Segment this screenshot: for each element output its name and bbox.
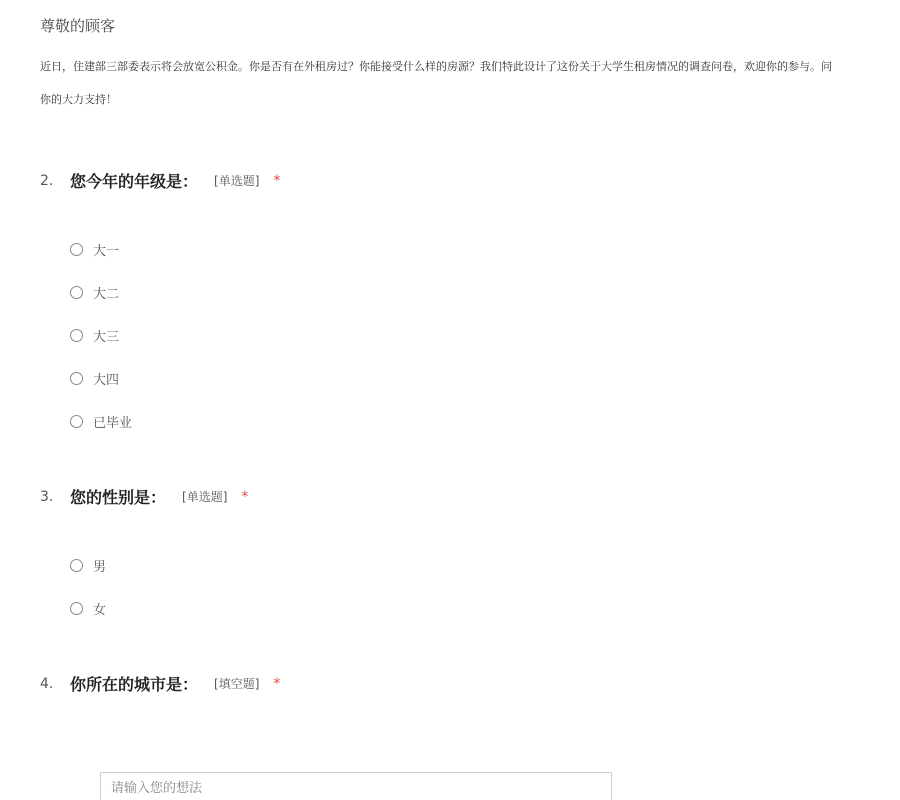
required-mark: * xyxy=(273,675,281,692)
radio-button[interactable] xyxy=(70,329,83,342)
question-number: 2. xyxy=(40,172,54,189)
question-grade xyxy=(40,169,280,192)
intro-text-line1: 近日，住建部三部委表示将会放宽公积金。你是否有在外租房过？你能接受什么样的房源？我们特此设计了这份关于大学生租房情况的调查问卷，欢迎你的参与。问 xyxy=(40,60,832,73)
radio-button[interactable] xyxy=(70,415,83,428)
question-type: [填空题] xyxy=(214,677,260,691)
option-label: 大三 xyxy=(93,330,120,345)
option-label: 大二 xyxy=(93,287,120,302)
option-grade-3[interactable] xyxy=(70,326,119,345)
option-label: 大四 xyxy=(93,373,120,388)
option-label: 男 xyxy=(93,560,107,575)
question-title: 您的性别是： xyxy=(70,488,167,507)
question-number: 4. xyxy=(40,675,54,692)
question-title: 你所在的城市是： xyxy=(70,675,199,694)
option-label: 已毕业 xyxy=(93,416,133,431)
option-label: 大一 xyxy=(93,244,120,259)
option-label: 女 xyxy=(93,603,107,618)
option-grade-2[interactable] xyxy=(70,283,119,302)
radio-button[interactable] xyxy=(70,559,83,572)
city-input[interactable] xyxy=(100,772,612,800)
option-female[interactable] xyxy=(70,599,106,618)
intro-text-line2: 你的大力支持！ xyxy=(40,93,117,106)
question-number: 3. xyxy=(40,488,54,505)
radio-button[interactable] xyxy=(70,372,83,385)
greeting-text: 尊敬的顾客 xyxy=(40,17,116,35)
question-type: [单选题] xyxy=(214,174,260,188)
question-city xyxy=(40,672,280,695)
required-mark: * xyxy=(241,488,249,505)
option-grade-4[interactable] xyxy=(70,369,119,388)
radio-button[interactable] xyxy=(70,243,83,256)
option-graduated[interactable] xyxy=(70,412,132,431)
question-gender xyxy=(40,485,248,508)
option-grade-1[interactable] xyxy=(70,240,119,259)
required-mark: * xyxy=(273,172,281,189)
radio-button[interactable] xyxy=(70,602,83,615)
option-male[interactable] xyxy=(70,556,106,575)
question-type: [单选题] xyxy=(182,490,228,504)
question-title: 您今年的年级是： xyxy=(70,172,199,191)
radio-button[interactable] xyxy=(70,286,83,299)
